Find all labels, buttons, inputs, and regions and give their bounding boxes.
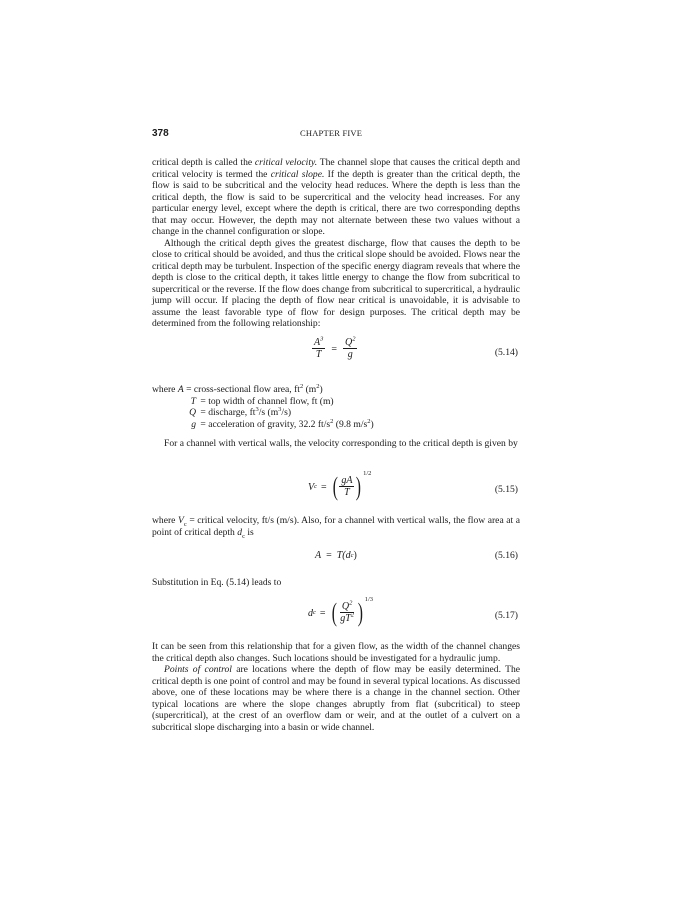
- equation-5-17: d c = ( $\frac{Q^2}{gT^2}$ ) 1/3 (5.17): [308, 596, 518, 627]
- equation-5-16: A = T(d c ) (5.16): [315, 550, 518, 561]
- equation-number: (5.16): [494, 550, 518, 561]
- paragraph-substitution: Substitution in Eq. (5.14) leads to: [152, 577, 282, 588]
- equation-number: (5.15): [494, 484, 518, 495]
- variable-definitions: where A = cross-sectional flow area, $ft^2$ $(m^2)$ T = top width of channel flow, ft (m) Q = discharge, $ft^3/s$ $(m^3/s)$ g = acceleration of gravity, 32.2 $ft/s^2$ (9.8 $m/s^2$): [152, 382, 374, 430]
- equation-5-14: $\frac{A^3}{T}$ = $\frac{Q^2}{g}$ (5.14): [314, 335, 518, 360]
- paragraph-points-of-control: It can be seen from this relationship that for a given flow, as the width of the channel changes the critical depth also changes. Such locations should be investigated for a hydraulic jump. Points of control are locations where the depth of flow may be easily determined. The critical depth is one point of control and may be found in several typical locations. As discussed above, one of these locations may be where there is a change in the channel section. Other typical locations are where the slope changes abruptly from flat (subcritical) to steep (supercritical), at the crest of an overflow dam or weir, and at the outlet of a culvert on a subcritical slope discharging into a basin or wide channel.: [152, 641, 521, 733]
- paragraph-critical-velocity-def: where $V_c$ = critical velocity, ft/s (m/s). Also, for a channel with vertical walls, the flow area at a point of critical depth $d_c$ is: [152, 515, 520, 540]
- term-critical-velocity: critical velocity.: [254, 157, 318, 168]
- term-critical-slope: critical slope.: [270, 168, 325, 180]
- paragraph-critical-depth: Although the critical depth gives the greatest discharge, flow that causes the depth to be close to critical should be avoided, and thus the critical slope should be avoided. Flows near the critical depth may be turbulent. Inspection of the specific energy diagram reveals that where the depth is close to the critical depth, it takes little energy to change the flow from subcritical to supercritical or the reverse. If the flow does change from subcritical to supercritical, a hydraulic jump will occur. If placing the depth of flow near critical is unavoidable, it is advisable to assume the least favorable type of flow for design purposes. The critical depth may be determined from the following relationship:: [152, 237, 520, 329]
- equation-5-15: V c = ( $\frac{gA}{T}$ ) 1/2 (5.15): [308, 470, 518, 501]
- chapter-heading: CHAPTER FIVE: [300, 128, 363, 138]
- equation-number: (5.17): [494, 610, 518, 621]
- paragraph-critical-velocity: critical depth is called the critical velocity. The channel slope that causes the critical depth and critical velocity is termed the critical slope. If the depth is greater than the critical depth, the flow is said to be subcritical and the velocity head reduces. Where the depth is less than the critical depth, the flow is said to be supercritical and the velocity head increases. For any particular energy level, except where the depth is critical, there are two corresponding depths that may occur. However, the depth may not alternate between these two values without a change in the channel configuration or slope. Although the critical depth gives the greatest discharge, flow that causes the depth to be close to critical should be avoided, and thus the critical slope should be avoided. Flows near the critical depth may be turbulent. Inspection of the specific energy diagram reveals that where the depth is close to the critical depth, it takes little energy to change the flow from subcritical to supercritical or the reverse. If the flow does change from subcritical to supercritical, a hydraulic jump will occur. If placing the depth of flow near critical is unavoidable, it is advisable to assume the least favorable type of flow for design purposes. The critical depth may be determined from the following relationship:: [152, 157, 520, 329]
- term-points-of-control: Points of control: [164, 664, 232, 675]
- page-number: 378: [152, 128, 169, 139]
- equation-number: (5.14): [494, 347, 518, 358]
- paragraph-vertical-walls: For a channel with vertical walls, the velocity corresponding to the critical depth is given by: [164, 438, 518, 449]
